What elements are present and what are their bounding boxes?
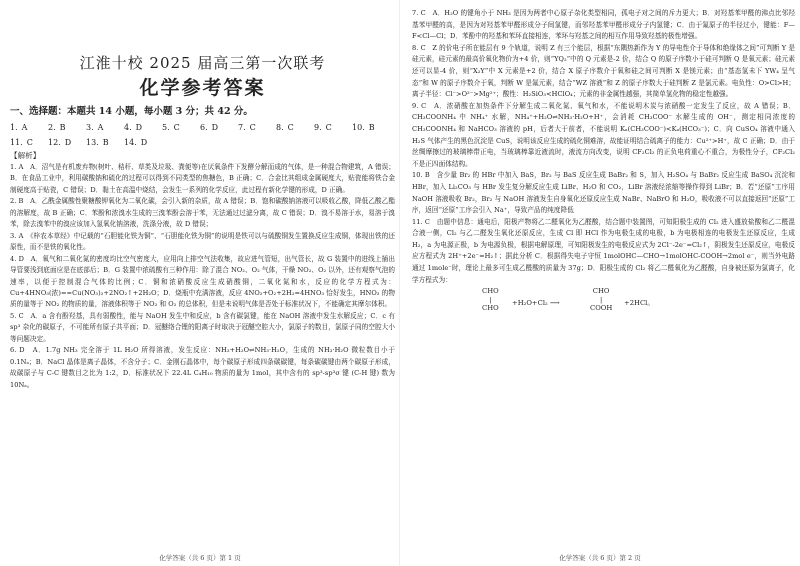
question-number: 2. xyxy=(48,123,56,132)
reactant-structure xyxy=(482,287,499,313)
reaction-middle: +H₂O+Cl₂ ⟶ xyxy=(512,299,560,308)
answer-letter: B xyxy=(102,138,109,147)
page-1-content xyxy=(10,8,395,391)
analysis-paragraph: 2. B A．乙酰金属酸性聚糖酸钾氧化为二氧化碳，会引入新的杂质，故 A 错误；B．饱和碳酸钠溶液可以吸收乙酸，降低乙酸乙酯的溶解度，故 B 正确；C．苯酚和浓溴水生成的三溴苯酚会溶于苯，无法通过过滤分离，故 C 错误；D．溴不易溶于水，易溶于溴苯，除去溴苯中的溴应该加入氢氧化钠溶液，洗涤分液，故 D 错误； xyxy=(10,197,395,229)
answer-item xyxy=(314,120,352,135)
exam-title: 江淮十校 2025 届高三第一次联考 xyxy=(79,54,326,72)
answer-letter: C xyxy=(173,123,180,132)
question-number: 8. xyxy=(276,123,284,132)
structure-group: CHO xyxy=(482,304,499,313)
answer-item xyxy=(162,120,200,135)
analysis-paragraph: 10. B 含少量 Br₂ 的 HBr 中加入 BaS，Br₂ 与 BaS 反应生成 BaBr₂ 和 S，加入 H₂SO₄ 与 BaBr₂ 反应生成 BaSO₄ 沉淀和 HBr，加入 Li₂CO₃ 与 HBr 发生复分解反应生成 LiBr、H₂O 和 CO₂，LiBr 溶液经浓缩等操作得到 LiBr；B．若“还原”工序用 NaOH 溶液吸收 Br₂，Br₂ 与 NaOH 溶液发生自身氧化还原反应生成 NaBr、NaBrO 和 H₂O，吸收液不可以直接返回“还原”工序，返回“还原”工序会引入 Na⁺，导致产品的纯度降低 xyxy=(412,171,795,215)
answer-letter: C xyxy=(287,123,294,132)
answer-letter: C xyxy=(249,123,256,132)
page-footer: 化学答案（共 6 页）第 2 页 xyxy=(559,554,641,562)
answer-item xyxy=(86,120,124,135)
analysis-paragraph: 11. C 由题中信息：通电后，阳极产物将乙二醛氧化为乙醛酸，结合题中装置图，可知阳极生成的 Cl₂ 进入盛放盐酸和乙二醛混合液一侧，Cl₂ 与乙二醛发生氧化还原反应，生成 Cl 即 HCl 作为电极生成的电极，b 为电极相连的电极发生还原反应，生成 H₂，a 为电源正极，b 为电源负极，根据电解原理，可知阳极发生的电极反应式为 2Cl⁻-2e⁻=Cl₂↑，阴极发生还原反应，电极反应方程式为 2H⁺+2e⁻=H₂↑；据此分析 C．根据得失电子守恒 1molOHC—CHO→1molOHC-COOH→2mol e⁻，则当外电路通过 1mole⁻时，理论上最多可生成乙醛酸的质量为 37g；D．阳极生成的 Cl₂ 将乙二醛氧化为乙醛酸，自身被还原为氯离子，化学方程式为： xyxy=(412,217,795,284)
analysis-paragraph: 9. C A．浓硝酸在加热条件下分解生成二氧化氮、氧气和水，不能说明木炭与浓硝酸一定发生了反应，故 A 错误；B．CH₃COONH₄ 中 NH₄⁺ 水解，NH₄⁺+H₂O⇌NH₃·H₂O+H⁺，会消耗 CH₃COO⁻ 水解生成的 OH⁻，测定相同浓度的 CH₃COONH₄ 和 NaHCO₃ 溶液的 pH，后者大于前者，不能说明 Kₐ(CH₃COO⁻)<Kₐ(HCO₃⁻)；C．向 CuSO₄ 溶液中通入 H₂S 气体产生的黑色沉淀是 CuS，说明该反应生成的硫化铜难溶，故能证明结合硫离子的能力：Cu²⁺>H⁺，故 C 正确；D．由于丝绸摩擦过的玻璃棒带正电，当玻璃棒靠近液流时，液流方向改变，说明 CF₂Cl₂ 的正负电荷重心不重合，为极性分子，CF₂Cl₂ 不是正四面体结构。 xyxy=(412,101,795,168)
question-number: 12. xyxy=(48,138,61,147)
question-number: 14. xyxy=(124,138,137,147)
answer-key xyxy=(10,120,395,150)
answer-item xyxy=(352,120,390,135)
question-number: 5. xyxy=(162,123,170,132)
analysis-paragraph: 8. C Z 的价电子所在能层有 9 个轨道，说明 Z 有三个能层，根据“东隅热新作为 Y 的导电性介于导体和绝缘体之间”可判断 Y 是硅元素，硅元素的最高价氧化物价为+4 价，则“YQ₂”中的 Q 元素是-2 价，结合 Q 的原子序数小于硅可判断 Q 是氧元素；硅元素还可以显-4 价，则“X₂Y”中 X 元素是+2 价，结合 X 原子序数介于氧和硅之间可判断 X 是镁元素；由“基态氢未下 YW₄ 呈气态”和 W 的原子序数介于氧，判断 W 是氟元素，结合“WZ 溶液”和 Z 的原子序数大于硅判断 Z 是氯元素。电负性：O>Cl>H；离子半径：Cl⁻>O²⁻>Mg²⁺；酸性：H₂SiO₃<HClO₄；元素的非金属性越强，其简单氢化物的稳定性越强。 xyxy=(412,43,795,99)
answer-item xyxy=(48,135,86,150)
question-number: 7. xyxy=(238,123,246,132)
question-number: 9. xyxy=(314,123,322,132)
answer-item xyxy=(200,120,238,135)
question-number: 11. xyxy=(10,138,23,147)
answer-item xyxy=(86,135,124,150)
structure-bond: | xyxy=(599,296,603,305)
question-number: 4. xyxy=(124,123,132,132)
document-title: 化学参考答案 xyxy=(139,77,266,99)
analysis-list-page-1 xyxy=(10,162,395,391)
analysis-paragraph: 7. C A．H₂O 的键角小于 NH₃ 是因为两者中心原子杂化类型相同，孤电子对之间的斥力更大；B．对羟基苯甲醛的沸点比邻羟基苯甲醛的高，是因为对羟基苯甲醛形成分子间氢键，而邻羟基苯甲醛形成分子内氢键；C．由于氟原子的半径过小，键能：F—F<Cl—Cl；D．苯酚中的羟基和苯环直接相连，苯环与羟基之间的相互作用导致羟基的极性增强。 xyxy=(412,9,795,41)
analysis-paragraph: 4. D A．氧气和二氧化氮的密度均比空气密度大，应用向上排空气法收集，故应进气管短，出气管长，故 G 装置中的进线上插出导管要浅到底面应是在底部后；B．G 装置中浓硫酸有三种作用：除了混合 NO₂、O₂ 气体，干燥 NO₂、O₂ 以外，还有观察气泡的速率，以便于控制混合气体的比例；C．铜和浓硝酸反应生成硝酸铜，二氧化氮和水，反应的化学方程式为：Cu+4HNO₃(浓)==Cu(NO₃)₂+2NO₂↑+2H₂O；D．烧瓶中充满溶液，反应 4NO₂+O₂+2H₂=4HNO₃ 恰好发生，HNO₃ 的物质的量等于 NO₂ 的物质的量，溶液体积等于 NO₂ 和 O₂ 的总体积，但是未说明气体是否处于标准状况下，不能确定其摩尔体积。 xyxy=(10,254,395,309)
answer-item xyxy=(124,135,162,150)
question-number: 10. xyxy=(352,123,365,132)
answer-letter: D xyxy=(64,138,72,147)
answer-letter: A xyxy=(97,123,104,132)
product-structure xyxy=(590,287,612,313)
structure-bond: | xyxy=(489,296,492,305)
answer-item xyxy=(10,135,48,150)
answer-item xyxy=(48,120,86,135)
analysis-paragraph: 3. A 《梓农本草经》中记载的“石胆能化铁为铜”、“石胆能化铁为铜”的说明是铁可以与硫酸铜发生置换反应生成铜，体现出铁的还原性，而不是铁的氧化性。 xyxy=(10,231,395,252)
analysis-paragraph: 5. C A．a 含有酚羟基，具有弱酸性，能与 NaOH 发生中和反应，b 含有碳氯键，能在 NaOH 溶液中发生水解反应；C．c 有 sp³ 杂化的碳原子，不可能所有原子共平面；D．冠醚络合锂的阳离子时取决于冠醚空腔大小，氯原子的数目，氯原子同的空腔大小等问题决定。 xyxy=(10,311,395,343)
question-number: 3. xyxy=(86,123,94,132)
question-number: 1. xyxy=(10,123,18,132)
answer-item xyxy=(276,120,314,135)
analysis-paragraph: 6. D A．1.7g NH₃ 完全溶于 1L H₂O 所得溶液，发生反应：NH₃+H₂O⇌NH₃·H₂O，生成的 NH₃·H₂O 微粒数目小于 0.1Nₐ；B．NaCl 晶体是离子晶体，不含分子；C．金刚石晶体中，每个碳原子形成四条碳碳键，每条碳碳键由两个碳原子形成，故碳原子与 C-C 键数目之比为 1:2，D．标准状况下 22.4L C₄H₁₀ 物质的量为 1mol，其中含有的 sp³-sp³σ 键 (C-H 键) 数为 10Nₐ。 xyxy=(10,346,395,389)
answer-letter: D xyxy=(211,123,219,132)
answer-item xyxy=(238,120,276,135)
answer-letter: A xyxy=(21,123,28,132)
answer-letter: B xyxy=(368,123,375,132)
answer-letter: D xyxy=(135,123,143,132)
page-2-content xyxy=(412,8,795,325)
analysis-paragraph: 1. A A．沼气是有机废弃物(树叶、秸秆、草类及垃圾、粪便等)在厌氧条件下发酵分解而成的气体，是一种混合物建筑，A 错误；B．在食品工业中，利用碳酸钠和硫化的过程可以得到不同类型的焦糖色，B 正确；C．合金比其组成金属硬度大，贴瓷能将铁合金制硬度高于贴瓷，C 错误；D．黏土在高温中烧结，会发生一系列的化学反应，此过程有新化学键的形成，D 正确。 xyxy=(10,163,395,194)
answer-letter: D xyxy=(140,138,148,147)
reaction-equation xyxy=(412,287,795,325)
section-title: 一、选择题：本题共 14 小题，每小题 3 分；共 42 分。 xyxy=(10,106,253,117)
answer-page-2 xyxy=(400,0,800,566)
answer-letter: C xyxy=(325,123,332,132)
structure-group: CHO xyxy=(482,287,499,296)
reaction-tail: +2HCl。 xyxy=(624,299,655,308)
analysis-list-page-2 xyxy=(412,8,795,286)
answer-letter: B xyxy=(59,123,66,132)
answer-item xyxy=(124,120,162,135)
analysis-label: 【解析】 xyxy=(10,151,41,160)
question-number: 6. xyxy=(200,123,208,132)
answer-letter: C xyxy=(26,138,33,147)
structure-group: COOH xyxy=(590,304,613,313)
answer-item xyxy=(10,120,48,135)
question-number: 13. xyxy=(86,138,99,147)
page-footer: 化学答案（共 6 页）第 1 页 xyxy=(159,554,241,562)
structure-group: CHO xyxy=(592,287,610,296)
